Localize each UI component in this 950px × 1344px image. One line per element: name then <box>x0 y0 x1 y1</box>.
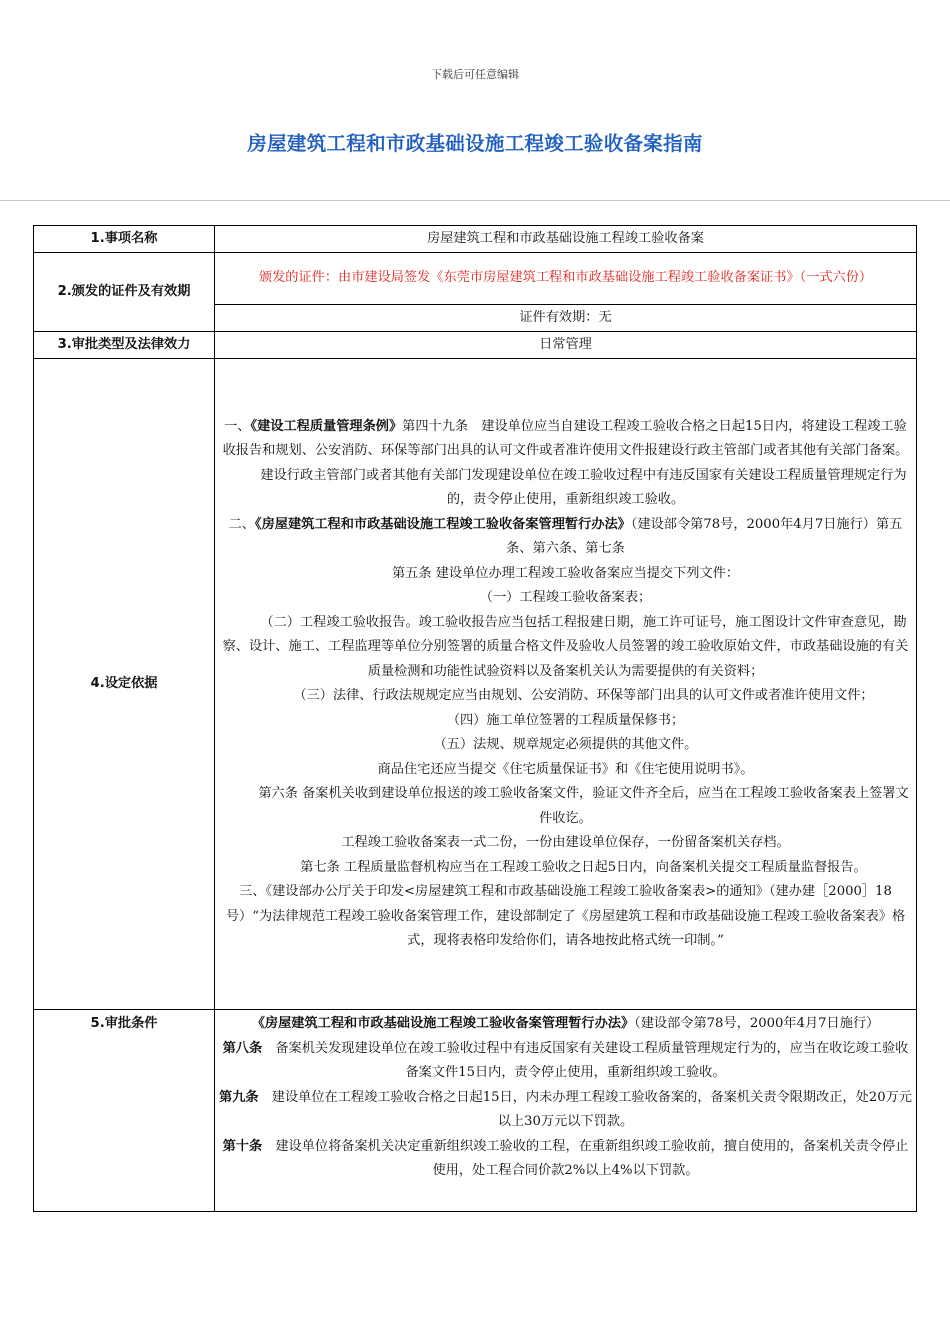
article-title: 第八条 <box>222 1040 263 1056</box>
basis-paragraph: （二）工程竣工验收报告。竣工验收报告应当包括工程报建日期，施工许可证号，施工图设计文件审查意见，勘察、设计、施工、工程监理等单位分别签署的质量合格文件及验收人员签署的竣工验收原始文件，市政基础设施的有关质量检测和功能性试验资料以及备案机关认为需要提供的有关资料； <box>222 614 909 679</box>
basis-paragraph: 第六条 备案机关收到建设单位报送的竣工验收备案文件，验证文件齐全后，应当在工程竣工验收备案表上签署文件收讫。 <box>258 786 909 826</box>
conditions-law-note: （建设部令第78号，2000年4月7日施行） <box>634 1016 880 1031</box>
basis-paragraph <box>219 513 912 562</box>
basis-prefix: 一、 <box>224 418 251 434</box>
basis-content <box>215 359 917 1010</box>
label-approval-type: 3.审批类型及法律效力 <box>34 332 215 359</box>
conditions-article <box>219 1135 912 1184</box>
basis-paragraph: （三）法律、行政法规规定应当由规划、公安消防、环保等部门出具的认可文件或者准许使用文件； <box>293 688 874 703</box>
basis-law-title: 《房屋建筑工程和市政基础设施工程竣工验收备案管理暂行办法》 <box>255 516 631 532</box>
basis-text: 第四十九条 建设单位应当自建设工程竣工验收合格之日起15日内，将建设工程竣工验收报告和规划、公安消防、环保等部门出具的认可文件或者准许使用文件报建设行政主管部门或者其他有关部门备案。 <box>222 418 909 458</box>
basis-paragraph: 建设行政主管部门或者其他有关部门发现建设单位在竣工验收过程中有违反国家有关建设工程质量管理规定行为的，责令停止使用，重新组织竣工验收。 <box>260 467 907 507</box>
document-title: 房屋建筑工程和市政基础设施工程竣工验收备案指南 <box>247 132 703 155</box>
basis-paragraph: （四）施工单位签署的工程质量保修书； <box>446 712 685 728</box>
basis-paragraph: 第七条 工程质量监督机构应当在工程竣工验收之日起5日内，向备案机关提交工程质量监督报告。 <box>300 859 867 875</box>
value-certificate-validity: 证件有效期：无 <box>215 305 917 332</box>
basis-paragraph: 三、《建设部办公厅关于印发<房屋建筑工程和市政基础设施工程竣工验收备案表>的通知》（建办建［2000］18号）“为法律规范工程竣工验收备案管理工作，建设部制定了《房屋建筑工程和市政基础设施工程竣工验收备案表》格式，现将表格印发给你们，请各地按此格式统一印制。” <box>225 884 906 948</box>
article-text: 建设单位将备案机关决定重新组织竣工验收的工程，在重新组织竣工验收前，擅自使用的，备案机关责令停止使用，处工程合同价款2%以上4%以下罚款。 <box>275 1138 909 1178</box>
row-certificate <box>34 253 917 305</box>
guide-table <box>33 225 917 1212</box>
conditions-article <box>219 1037 912 1086</box>
label-certificate: 2.颁发的证件及有效期 <box>34 253 215 332</box>
basis-paragraph: （五）法规、规章规定必须提供的其他文件。 <box>433 737 698 752</box>
row-basis <box>34 359 917 1010</box>
row-approval-type <box>34 332 917 359</box>
basis-paragraph <box>219 415 912 464</box>
label-item-name: 1.事项名称 <box>34 226 215 253</box>
label-basis: 4.设定依据 <box>34 359 215 1010</box>
conditions-article <box>219 1086 912 1135</box>
label-conditions: 5.审批条件 <box>34 1010 215 1212</box>
basis-paragraph: 第五条 建设单位办理工程竣工验收备案应当提交下列文件： <box>391 565 740 581</box>
header-note: 下载后可任意编辑 <box>431 68 519 81</box>
article-title: 第九条 <box>219 1089 259 1105</box>
value-certificate-issued: 颁发的证件：由市建设局签发《东莞市房屋建筑工程和市政基础设施工程竣工验收备案证书》（一式六份） <box>215 253 917 305</box>
divider <box>0 200 950 201</box>
article-text: 备案机关发现建设单位在竣工验收过程中有违反国家有关建设工程质量管理规定行为的，应当在收讫竣工验收备案文件15日内，责令停止使用，重新组织竣工验收。 <box>275 1040 909 1080</box>
value-item-name: 房屋建筑工程和市政基础设施工程竣工验收备案 <box>215 226 917 253</box>
conditions-law-title: 《房屋建筑工程和市政基础设施工程竣工验收备案管理暂行办法》 <box>251 1016 635 1031</box>
basis-law-title: 《建设工程质量管理条例》 <box>250 418 403 434</box>
article-text: 建设单位在工程竣工验收合格之日起15日，内未办理工程竣工验收备案的，备案机关责令限期改正，处20万元以上30万元以下罚款。 <box>271 1089 912 1129</box>
row-item-name <box>34 226 917 253</box>
conditions-law <box>219 1012 912 1037</box>
basis-paragraph: 商品住宅还应当提交《住宅质量保证书》和《住宅使用说明书》。 <box>377 761 754 777</box>
basis-paragraph: 工程竣工验收备案表一式二份，一份由建设单位保存，一份留备案机关存档。 <box>341 835 790 850</box>
basis-prefix: 二、 <box>228 516 255 532</box>
value-approval-type: 日常管理 <box>215 332 917 359</box>
article-title: 第十条 <box>222 1138 263 1154</box>
row-conditions <box>34 1010 917 1212</box>
basis-paragraph: （一）工程竣工验收备案表； <box>479 590 652 605</box>
conditions-content <box>215 1010 917 1212</box>
basis-text: （建设部令第78号，2000年4月7日施行）第五条、第六条、第七条 <box>506 516 903 556</box>
